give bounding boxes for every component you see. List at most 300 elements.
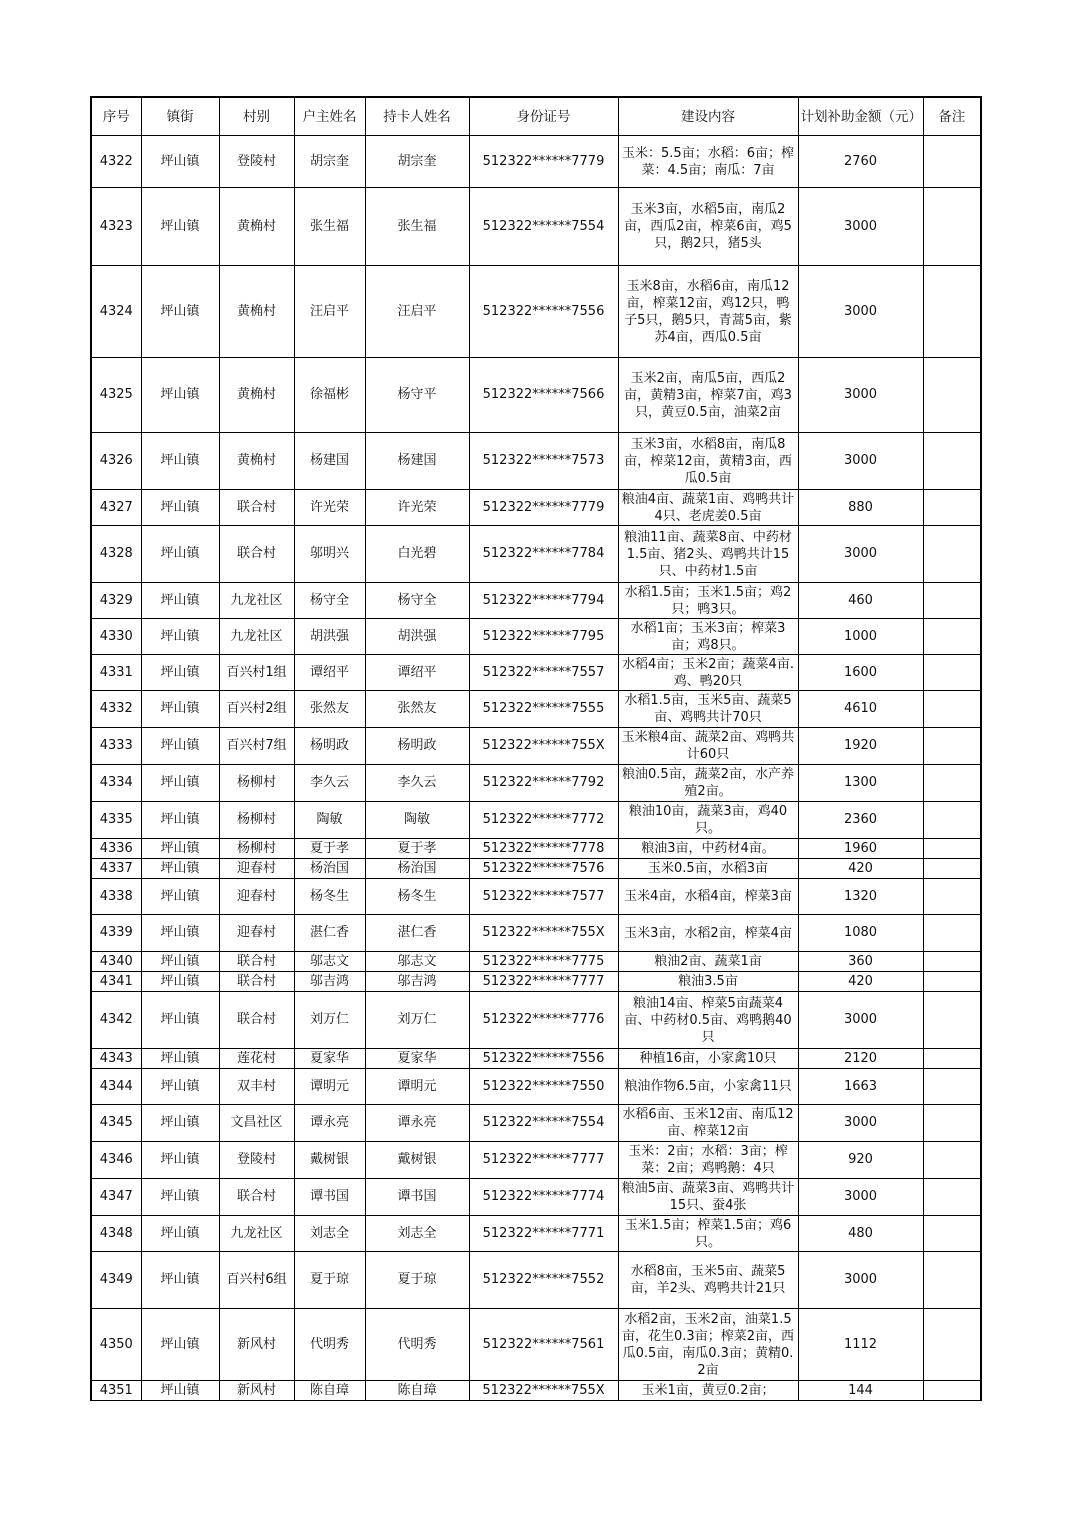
cell-head: 陶敏	[294, 802, 365, 839]
table-body	[91, 136, 981, 1401]
cell-id: 512322******7779	[469, 136, 618, 188]
cell-holder: 谭绍平	[365, 655, 469, 691]
cell-id: 512322******7566	[469, 358, 618, 433]
cell-town: 坪山镇	[141, 1216, 219, 1252]
cell-amount: 2120	[798, 1049, 923, 1069]
cell-id: 512322******7794	[469, 583, 618, 619]
cell-head: 许光荣	[294, 490, 365, 526]
cell-note	[923, 526, 981, 583]
cell-holder: 张生福	[365, 188, 469, 266]
table-row	[91, 915, 981, 952]
cell-id: 512322******7774	[469, 1179, 618, 1216]
cell-holder: 杨守平	[365, 358, 469, 433]
cell-note	[923, 1216, 981, 1252]
table-row	[91, 136, 981, 188]
cell-head: 李久云	[294, 765, 365, 802]
cell-town: 坪山镇	[141, 619, 219, 655]
cell-village: 九龙社区	[219, 619, 294, 655]
cell-id: 512322******7772	[469, 802, 618, 839]
cell-id: 512322******7779	[469, 490, 618, 526]
cell-id: 512322******7795	[469, 619, 618, 655]
cell-no: 4345	[91, 1105, 141, 1142]
cell-amount: 1112	[798, 1309, 923, 1381]
cell-village: 黄桷村	[219, 266, 294, 358]
cell-town: 坪山镇	[141, 136, 219, 188]
cell-amount: 3000	[798, 433, 923, 490]
cell-id: 512322******7792	[469, 765, 618, 802]
cell-amount: 420	[798, 859, 923, 879]
table-row	[91, 765, 981, 802]
cell-town: 坪山镇	[141, 1252, 219, 1309]
cell-head: 谭绍平	[294, 655, 365, 691]
cell-amount: 3000	[798, 526, 923, 583]
cell-id: 512322******7555	[469, 691, 618, 728]
table-row	[91, 859, 981, 879]
cell-holder: 谭永亮	[365, 1105, 469, 1142]
cell-amount: 460	[798, 583, 923, 619]
cell-note	[923, 691, 981, 728]
table-row	[91, 1309, 981, 1381]
cell-amount: 1663	[798, 1069, 923, 1105]
cell-id: 512322******7777	[469, 1142, 618, 1179]
cell-note	[923, 879, 981, 915]
cell-no: 4351	[91, 1381, 141, 1401]
cell-content: 水稻6亩、玉米12亩、南瓜12亩、榨菜12亩	[618, 1105, 798, 1142]
header-cell-content: 建设内容	[618, 97, 798, 136]
cell-village: 登陵村	[219, 1142, 294, 1179]
cell-village: 联合村	[219, 1179, 294, 1216]
cell-amount: 3000	[798, 1105, 923, 1142]
header-cell-town: 镇街	[141, 97, 219, 136]
header-cell-id: 身份证号	[469, 97, 618, 136]
cell-no: 4323	[91, 188, 141, 266]
cell-no: 4349	[91, 1252, 141, 1309]
cell-amount: 360	[798, 952, 923, 972]
cell-no: 4333	[91, 728, 141, 765]
cell-head: 夏于孝	[294, 839, 365, 859]
cell-holder: 湛仁香	[365, 915, 469, 952]
cell-content: 玉米1亩，黄豆0.2亩；	[618, 1381, 798, 1401]
cell-town: 坪山镇	[141, 266, 219, 358]
cell-village: 联合村	[219, 972, 294, 992]
cell-holder: 刘万仁	[365, 992, 469, 1049]
cell-town: 坪山镇	[141, 915, 219, 952]
cell-village: 新风村	[219, 1381, 294, 1401]
cell-content: 粮油14亩、榨菜5亩蔬菜4亩、中药材0.5亩、鸡鸭鹅40只	[618, 992, 798, 1049]
cell-town: 坪山镇	[141, 1309, 219, 1381]
header-cell-note: 备注	[923, 97, 981, 136]
cell-id: 512322******7554	[469, 1105, 618, 1142]
cell-holder: 谭明元	[365, 1069, 469, 1105]
cell-amount: 3000	[798, 266, 923, 358]
header-cell-head: 户主姓名	[294, 97, 365, 136]
cell-holder: 陈自璋	[365, 1381, 469, 1401]
cell-head: 汪启平	[294, 266, 365, 358]
cell-amount: 1000	[798, 619, 923, 655]
cell-head: 胡洪强	[294, 619, 365, 655]
cell-no: 4344	[91, 1069, 141, 1105]
table-row	[91, 1252, 981, 1309]
cell-head: 杨治国	[294, 859, 365, 879]
cell-holder: 杨建国	[365, 433, 469, 490]
cell-content: 水稻2亩，玉米2亩，油菜1.5亩，花生0.3亩；榨菜2亩，西瓜0.5亩，南瓜0.3亩；黄精0.2亩	[618, 1309, 798, 1381]
cell-head: 徐福彬	[294, 358, 365, 433]
cell-amount: 1320	[798, 879, 923, 915]
cell-town: 坪山镇	[141, 952, 219, 972]
cell-id: 512322******7771	[469, 1216, 618, 1252]
cell-head: 谭永亮	[294, 1105, 365, 1142]
table-row	[91, 526, 981, 583]
cell-id: 512322******7777	[469, 972, 618, 992]
cell-holder: 刘志全	[365, 1216, 469, 1252]
cell-content: 水稻8亩，玉米5亩、蔬菜5亩，羊2头、鸡鸭共计21只	[618, 1252, 798, 1309]
cell-village: 杨柳村	[219, 839, 294, 859]
cell-id: 512322******7576	[469, 859, 618, 879]
cell-head: 杨守全	[294, 583, 365, 619]
cell-content: 粮油2亩、蔬菜1亩	[618, 952, 798, 972]
table-row	[91, 619, 981, 655]
cell-town: 坪山镇	[141, 188, 219, 266]
cell-no: 4350	[91, 1309, 141, 1381]
cell-content: 玉米3亩，水稻5亩，南瓜2亩，西瓜2亩，榨菜6亩，鸡5只，鹅2只，猪5头	[618, 188, 798, 266]
cell-content: 玉米4亩，水稻4亩，榨菜3亩	[618, 879, 798, 915]
cell-head: 杨明政	[294, 728, 365, 765]
cell-head: 谭明元	[294, 1069, 365, 1105]
cell-no: 4336	[91, 839, 141, 859]
cell-amount: 3000	[798, 1252, 923, 1309]
cell-content: 玉米粮4亩、蔬菜2亩、鸡鸭共计60只	[618, 728, 798, 765]
cell-village: 九龙社区	[219, 1216, 294, 1252]
cell-amount: 3000	[798, 358, 923, 433]
cell-content: 玉米3亩，水稻8亩，南瓜8亩，榨菜12亩，黄精3亩，西瓜0.5亩	[618, 433, 798, 490]
cell-holder: 胡宗奎	[365, 136, 469, 188]
cell-id: 512322******7556	[469, 266, 618, 358]
cell-id: 512322******7556	[469, 1049, 618, 1069]
cell-village: 登陵村	[219, 136, 294, 188]
cell-content: 粮油3亩，中药材4亩。	[618, 839, 798, 859]
cell-head: 杨冬生	[294, 879, 365, 915]
cell-content: 玉米：5.5亩；水稻：6亩；榨菜：4.5亩；南瓜：7亩	[618, 136, 798, 188]
cell-village: 百兴村1组	[219, 655, 294, 691]
cell-amount: 420	[798, 972, 923, 992]
cell-town: 坪山镇	[141, 433, 219, 490]
cell-note	[923, 490, 981, 526]
header-cell-no: 序号	[91, 97, 141, 136]
cell-no: 4338	[91, 879, 141, 915]
table-row	[91, 728, 981, 765]
cell-village: 百兴村6组	[219, 1252, 294, 1309]
cell-content: 玉米0.5亩，水稻3亩	[618, 859, 798, 879]
cell-amount: 2760	[798, 136, 923, 188]
cell-note	[923, 1105, 981, 1142]
table-row	[91, 992, 981, 1049]
cell-no: 4346	[91, 1142, 141, 1179]
table-row	[91, 266, 981, 358]
cell-holder: 杨治国	[365, 859, 469, 879]
cell-village: 联合村	[219, 490, 294, 526]
cell-village: 双丰村	[219, 1069, 294, 1105]
cell-note	[923, 1309, 981, 1381]
table-row	[91, 1069, 981, 1105]
cell-no: 4341	[91, 972, 141, 992]
cell-town: 坪山镇	[141, 583, 219, 619]
cell-content: 粮油4亩、蔬菜1亩、鸡鸭共计4只、老虎姜0.5亩	[618, 490, 798, 526]
cell-town: 坪山镇	[141, 526, 219, 583]
cell-village: 迎春村	[219, 859, 294, 879]
cell-id: 512322******7776	[469, 992, 618, 1049]
cell-no: 4339	[91, 915, 141, 952]
cell-note	[923, 1142, 981, 1179]
cell-note	[923, 859, 981, 879]
cell-holder: 谭书国	[365, 1179, 469, 1216]
cell-amount: 880	[798, 490, 923, 526]
table-row	[91, 802, 981, 839]
cell-holder: 代明秀	[365, 1309, 469, 1381]
cell-village: 文昌社区	[219, 1105, 294, 1142]
cell-village: 黄桷村	[219, 358, 294, 433]
cell-head: 湛仁香	[294, 915, 365, 952]
cell-id: 512322******7778	[469, 839, 618, 859]
cell-village: 迎春村	[219, 915, 294, 952]
cell-head: 张然友	[294, 691, 365, 728]
cell-no: 4332	[91, 691, 141, 728]
table-row	[91, 1216, 981, 1252]
cell-no: 4328	[91, 526, 141, 583]
cell-amount: 920	[798, 1142, 923, 1179]
cell-content: 粮油11亩、蔬菜8亩、中药材1.5亩、猪2头、鸡鸭共计15只、中药材1.5亩	[618, 526, 798, 583]
cell-content: 玉米1.5亩；榨菜1.5亩；鸡6只。	[618, 1216, 798, 1252]
cell-town: 坪山镇	[141, 1179, 219, 1216]
cell-amount: 480	[798, 1216, 923, 1252]
cell-head: 胡宗奎	[294, 136, 365, 188]
cell-holder: 邬吉鸿	[365, 972, 469, 992]
cell-holder: 李久云	[365, 765, 469, 802]
table-row	[91, 655, 981, 691]
cell-amount: 3000	[798, 188, 923, 266]
cell-head: 邬志文	[294, 952, 365, 972]
cell-amount: 1600	[798, 655, 923, 691]
cell-no: 4331	[91, 655, 141, 691]
cell-no: 4335	[91, 802, 141, 839]
cell-content: 玉米8亩，水稻6亩，南瓜12亩，榨菜12亩，鸡12只，鸭子5只，鹅5只，青蒿5亩，紫苏4亩，西瓜0.5亩	[618, 266, 798, 358]
cell-town: 坪山镇	[141, 1049, 219, 1069]
table-row	[91, 1049, 981, 1069]
cell-id: 512322******7557	[469, 655, 618, 691]
cell-village: 百兴村7组	[219, 728, 294, 765]
cell-holder: 胡洪强	[365, 619, 469, 655]
table-row	[91, 1179, 981, 1216]
cell-holder: 陶敏	[365, 802, 469, 839]
cell-note	[923, 188, 981, 266]
cell-no: 4348	[91, 1216, 141, 1252]
cell-village: 百兴村2组	[219, 691, 294, 728]
cell-note	[923, 1179, 981, 1216]
cell-head: 夏于琼	[294, 1252, 365, 1309]
cell-note	[923, 583, 981, 619]
cell-note	[923, 972, 981, 992]
cell-id: 512322******7554	[469, 188, 618, 266]
cell-town: 坪山镇	[141, 859, 219, 879]
cell-content: 粮油作物6.5亩，小家禽11只	[618, 1069, 798, 1105]
cell-head: 刘志全	[294, 1216, 365, 1252]
cell-amount: 4610	[798, 691, 923, 728]
table-row	[91, 490, 981, 526]
table-row	[91, 433, 981, 490]
cell-no: 4347	[91, 1179, 141, 1216]
cell-content: 玉米：2亩；水稻：3亩；榨菜：2亩；鸡鸭鹅：4只	[618, 1142, 798, 1179]
cell-town: 坪山镇	[141, 691, 219, 728]
table-row	[91, 188, 981, 266]
cell-town: 坪山镇	[141, 1381, 219, 1401]
cell-no: 4327	[91, 490, 141, 526]
cell-village: 黄桷村	[219, 433, 294, 490]
cell-amount: 1960	[798, 839, 923, 859]
table-row	[91, 691, 981, 728]
cell-head: 张生福	[294, 188, 365, 266]
cell-town: 坪山镇	[141, 972, 219, 992]
table-row	[91, 839, 981, 859]
cell-village: 九龙社区	[219, 583, 294, 619]
cell-content: 种植16亩，小家禽10只	[618, 1049, 798, 1069]
cell-village: 莲花村	[219, 1049, 294, 1069]
cell-id: 512322******755X	[469, 915, 618, 952]
cell-content: 玉米2亩，南瓜5亩，西瓜2亩，黄精3亩，榨菜7亩，鸡3只，黄豆0.5亩，油菜2亩	[618, 358, 798, 433]
cell-amount: 3000	[798, 1179, 923, 1216]
cell-holder: 白光碧	[365, 526, 469, 583]
cell-town: 坪山镇	[141, 1069, 219, 1105]
cell-village: 杨柳村	[219, 802, 294, 839]
cell-village: 联合村	[219, 952, 294, 972]
cell-note	[923, 802, 981, 839]
table-row	[91, 952, 981, 972]
cell-no: 4324	[91, 266, 141, 358]
cell-head: 戴树银	[294, 1142, 365, 1179]
cell-no: 4329	[91, 583, 141, 619]
cell-id: 512322******7552	[469, 1252, 618, 1309]
cell-note	[923, 358, 981, 433]
cell-town: 坪山镇	[141, 728, 219, 765]
cell-note	[923, 655, 981, 691]
cell-no: 4325	[91, 358, 141, 433]
cell-content: 粮油5亩、蔬菜3亩、鸡鸭共计15只、蚕4张	[618, 1179, 798, 1216]
cell-holder: 邬志文	[365, 952, 469, 972]
cell-content: 粮油10亩，蔬菜3亩，鸡40只。	[618, 802, 798, 839]
subsidy-table	[90, 96, 982, 1401]
cell-note	[923, 728, 981, 765]
cell-note	[923, 266, 981, 358]
cell-town: 坪山镇	[141, 839, 219, 859]
cell-content: 粮油0.5亩，蔬菜2亩，水产养殖2亩。	[618, 765, 798, 802]
table-row	[91, 879, 981, 915]
cell-content: 水稻4亩；玉米2亩；蔬菜4亩.鸡、鸭20只	[618, 655, 798, 691]
table-row	[91, 583, 981, 619]
cell-no: 4326	[91, 433, 141, 490]
cell-village: 新风村	[219, 1309, 294, 1381]
cell-id: 512322******7561	[469, 1309, 618, 1381]
cell-holder: 夏家华	[365, 1049, 469, 1069]
cell-head: 陈自璋	[294, 1381, 365, 1401]
cell-no: 4337	[91, 859, 141, 879]
cell-note	[923, 952, 981, 972]
header-cell-amount: 计划补助金额（元）	[798, 97, 923, 136]
cell-no: 4342	[91, 992, 141, 1049]
cell-holder: 许光荣	[365, 490, 469, 526]
cell-note	[923, 136, 981, 188]
cell-amount: 3000	[798, 992, 923, 1049]
cell-town: 坪山镇	[141, 1142, 219, 1179]
cell-town: 坪山镇	[141, 655, 219, 691]
cell-holder: 杨冬生	[365, 879, 469, 915]
cell-holder: 汪启平	[365, 266, 469, 358]
cell-content: 粮油3.5亩	[618, 972, 798, 992]
header-cell-holder: 持卡人姓名	[365, 97, 469, 136]
cell-note	[923, 839, 981, 859]
cell-town: 坪山镇	[141, 765, 219, 802]
cell-village: 联合村	[219, 992, 294, 1049]
table-row	[91, 358, 981, 433]
cell-holder: 张然友	[365, 691, 469, 728]
cell-note	[923, 433, 981, 490]
cell-village: 杨柳村	[219, 765, 294, 802]
cell-note	[923, 1381, 981, 1401]
cell-amount: 2360	[798, 802, 923, 839]
cell-town: 坪山镇	[141, 992, 219, 1049]
cell-head: 代明秀	[294, 1309, 365, 1381]
table-row	[91, 1381, 981, 1401]
cell-content: 水稻1亩；玉米3亩；榨菜3亩；鸡8只。	[618, 619, 798, 655]
cell-id: 512322******755X	[469, 1381, 618, 1401]
cell-note	[923, 765, 981, 802]
cell-id: 512322******7550	[469, 1069, 618, 1105]
header-cell-village: 村别	[219, 97, 294, 136]
cell-town: 坪山镇	[141, 490, 219, 526]
cell-content: 玉米3亩，水稻2亩，榨菜4亩	[618, 915, 798, 952]
header-row	[91, 97, 981, 136]
cell-no: 4322	[91, 136, 141, 188]
cell-amount: 144	[798, 1381, 923, 1401]
cell-holder: 杨守全	[365, 583, 469, 619]
cell-village: 迎春村	[219, 879, 294, 915]
cell-note	[923, 992, 981, 1049]
cell-amount: 1920	[798, 728, 923, 765]
cell-town: 坪山镇	[141, 1105, 219, 1142]
table-row	[91, 1105, 981, 1142]
cell-no: 4340	[91, 952, 141, 972]
cell-id: 512322******7573	[469, 433, 618, 490]
cell-note	[923, 1069, 981, 1105]
cell-head: 邬吉鸿	[294, 972, 365, 992]
cell-head: 杨建国	[294, 433, 365, 490]
cell-no: 4334	[91, 765, 141, 802]
table-row	[91, 1142, 981, 1179]
cell-town: 坪山镇	[141, 358, 219, 433]
cell-no: 4343	[91, 1049, 141, 1069]
cell-head: 刘万仁	[294, 992, 365, 1049]
table-row	[91, 972, 981, 992]
cell-note	[923, 915, 981, 952]
cell-village: 联合村	[219, 526, 294, 583]
cell-holder: 夏于孝	[365, 839, 469, 859]
cell-id: 512322******7784	[469, 526, 618, 583]
cell-no: 4330	[91, 619, 141, 655]
cell-id: 512322******7577	[469, 879, 618, 915]
cell-note	[923, 1252, 981, 1309]
cell-note	[923, 619, 981, 655]
cell-holder: 夏于琼	[365, 1252, 469, 1309]
cell-village: 黄桷村	[219, 188, 294, 266]
cell-town: 坪山镇	[141, 802, 219, 839]
cell-id: 512322******755X	[469, 728, 618, 765]
